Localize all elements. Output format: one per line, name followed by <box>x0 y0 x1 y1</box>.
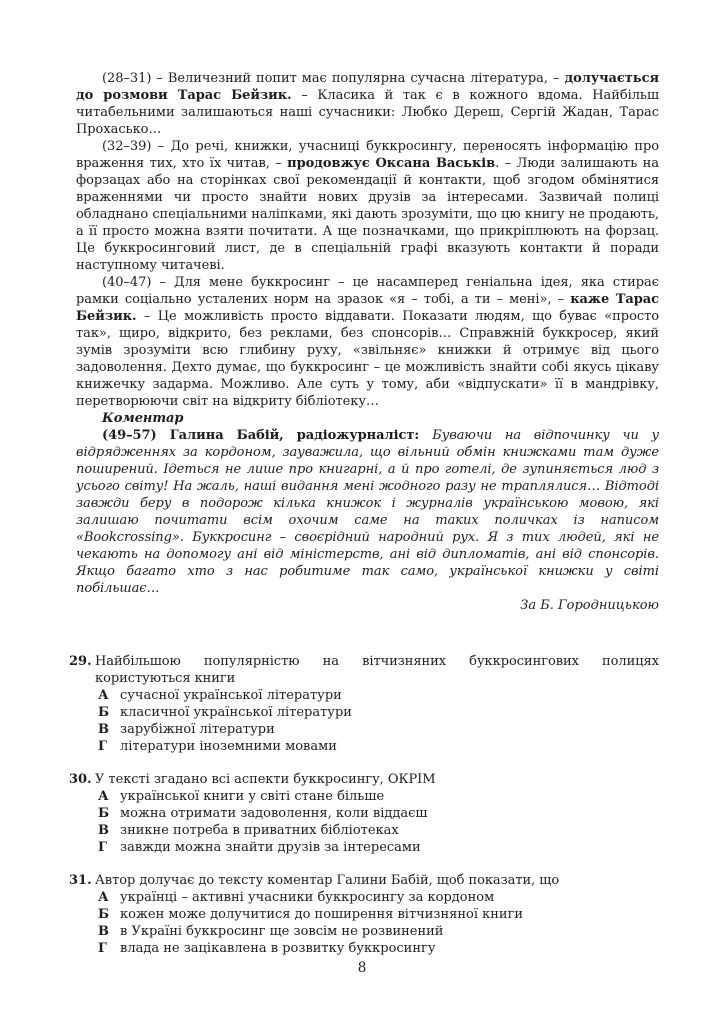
answer-option <box>95 822 659 839</box>
answer-option <box>95 839 659 856</box>
text-segment: (49–57) <box>102 428 170 443</box>
option-text: влада не зацікавлена в розвитку буккросингу <box>120 941 436 956</box>
text-segment: продовжує Оксана Васьків <box>287 156 496 171</box>
option-text: літератури іноземними мовами <box>120 739 337 754</box>
text-segment: Буваючи на відпочинку чи у відрядженнях за кордоном, зауважила, що вільний обмін книжками там дуже поширений. Ідеться не лише про книгарні, а й про готелі, де зупиняється люд з усього світу! На жаль, наші видання мені жодного разу не траплялися… Відтоді завжди беру в подорож кілька книжок і журналів українською мовою, які залишаю почитати всім охочим саме на таких поличках із написом «Bookcrossing». Буккросинг – своєрідний народний рух. Я з тих людей, які не чекають на допомогу ані від міністерств, ані від дипломатів, ані від спонсорів. Якщо багато хто з нас робитиме так само, української книжки у світі побільшає… <box>76 428 659 596</box>
paragraph-40-47 <box>76 274 659 410</box>
question-29 <box>69 653 659 755</box>
option-letter: А <box>98 789 109 804</box>
text-segment: Галина Бабій, радіожурналіст: <box>169 428 433 443</box>
option-text: завжди можна знайти друзів за інтересами <box>120 840 421 855</box>
option-letter: Г <box>98 739 107 754</box>
option-text: кожен може долучитися до поширення вітчизняної книги <box>120 907 524 922</box>
text-segment: – Це можливість просто віддавати. Показати людям, що буває «просто так», щиро, відкрито, без реклами, без спонсорів… Справжній буккросер, який зумів зрозуміти всю глибину руху, «звільняє» книжки й отримує від цього задоволення. Дехто думає, що буккросинг – це можливість знайти собі якусь цікаву книжечку задарма. Можливо. Але суть у тому, аби «відпускати» її в мандрівку, перетворюючи світ на відкриту бібліотеку… <box>76 309 659 409</box>
answer-option <box>95 940 659 957</box>
question-number: 29. <box>69 654 92 669</box>
text-segment: каже Тарас Бейзик. <box>76 292 659 324</box>
answer-option <box>95 805 659 822</box>
question-30 <box>69 771 659 856</box>
question-number: 31. <box>69 873 92 888</box>
option-letter: Б <box>98 907 110 922</box>
answer-option <box>95 687 659 704</box>
paragraph-32-39 <box>76 138 659 274</box>
text-segment: . – Люди залишають на форзацах або на сторінках свої рекомендації й контакти, щоб згодом обмінятися враженнями чи просто знайти нових друзів за інтересами. Зазвичай полиці обладнано спеціальними наліпками, які дають зрозуміти, що цю книгу не продають, а її просто можна взяти почитати. А ще позначками, що прикріплюють на форзац. Це буккросинговий лист, де в спеціальній графі вказують контакти й поради наступному читачеві. <box>76 156 660 273</box>
text-segment: Коментар <box>102 411 184 426</box>
option-letter: В <box>98 722 109 737</box>
question-text: Автор долучає до тексту коментар Галини Бабій, щоб показати, що <box>95 873 560 888</box>
page-content <box>69 70 660 973</box>
question-text: Найбільшою популярністю на вітчизняних буккросингових полицях користуються книги <box>95 654 659 686</box>
option-text: сучасної української літератури <box>120 688 342 703</box>
option-text: можна отримати задоволення, коли віддаєш <box>120 806 428 821</box>
question-31 <box>69 872 659 957</box>
option-text: українці – активні учасники буккросингу за кордоном <box>120 890 495 905</box>
option-letter: Г <box>98 840 107 855</box>
answer-option <box>95 788 659 805</box>
question-body <box>95 771 659 856</box>
comment-heading <box>76 410 659 427</box>
answer-option <box>95 923 659 940</box>
question-body <box>95 872 659 957</box>
text-segment: (28–31) – Величезний попит має популярна сучасна література, – <box>102 71 565 86</box>
answer-option <box>95 738 659 755</box>
question-body <box>95 653 659 755</box>
paragraph-28-31 <box>76 70 659 138</box>
attribution: За Б. Городницькою <box>520 598 659 613</box>
question-text: У тексті згадано всі аспекти буккросингу, ОКРІМ <box>95 772 436 787</box>
option-letter: Б <box>98 806 110 821</box>
option-letter: А <box>98 890 109 905</box>
answer-option <box>95 889 659 906</box>
question-number: 30. <box>69 772 92 787</box>
answer-option <box>95 704 659 721</box>
option-letter: А <box>98 688 109 703</box>
passage <box>76 70 659 597</box>
text-segment: долучається до розмови Тарас Бейзик. <box>76 71 659 103</box>
paragraph-49-57 <box>76 427 659 597</box>
answer-option <box>95 721 659 738</box>
option-letter: В <box>98 823 109 838</box>
option-text: в Україні буккросинг ще зовсім не розвинений <box>120 924 444 939</box>
answer-option <box>95 906 659 923</box>
option-text: класичної української літератури <box>120 705 352 720</box>
text-segment: – Класика й так є в кожного вдома. Найбільш читабельними залишаються наші сучасники: Любко Дереш, Сергій Жадан, Тарас Прохасько… <box>76 88 659 137</box>
option-letter: Б <box>98 705 110 720</box>
option-letter: Г <box>98 941 107 956</box>
text-segment: (40–47) – Для мене буккросинг – це насамперед геніальна ідея, яка стирає рамки соціально усталених норм на зразок «я – тобі, а ти – мені», – <box>76 275 659 307</box>
questions <box>69 653 659 957</box>
option-text: зникне потреба в приватних бібліотеках <box>120 823 399 838</box>
text-segment: (32–39) – До речі, книжки, учасниці буккросингу, переносять інформацію про враження тих, хто їх читав, – <box>76 139 659 171</box>
page-number: 8 <box>357 960 367 976</box>
option-letter: В <box>98 924 109 939</box>
option-text: української книги у світі стане більше <box>120 789 385 804</box>
option-text: зарубіжної літератури <box>120 722 275 737</box>
